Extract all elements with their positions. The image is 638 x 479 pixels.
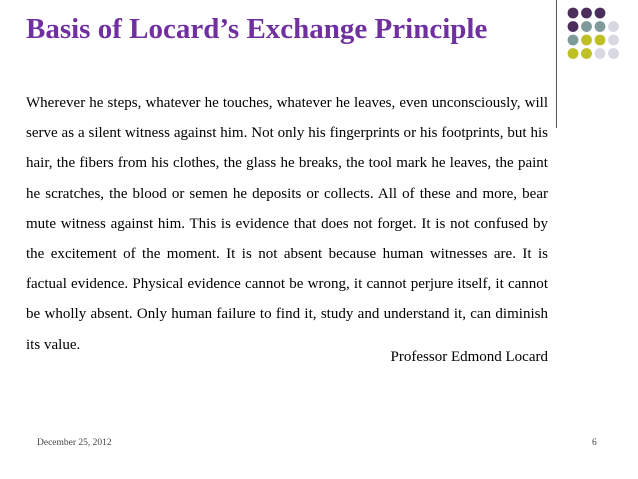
quote-attribution: Professor Edmond Locard (390, 349, 548, 365)
decorative-dot (595, 8, 606, 19)
quote-body (26, 88, 548, 360)
decorative-dot (581, 21, 592, 32)
slide-title: Basis of Locard’s Exchange Principle (26, 13, 488, 45)
decorative-dot (568, 35, 579, 46)
decorative-dot (581, 8, 592, 19)
decorative-dot (568, 48, 579, 59)
footer-date: December 25, 2012 (37, 438, 112, 448)
decorative-dot-grid (566, 7, 636, 97)
decorative-dot (568, 8, 579, 19)
decorative-dot (595, 21, 606, 32)
decorative-dot (608, 48, 619, 59)
footer-page-number: 6 (592, 438, 597, 448)
decorative-dot (595, 48, 606, 59)
decorative-dot (608, 21, 619, 32)
title-divider-line (556, 0, 557, 128)
decorative-dot (568, 21, 579, 32)
decorative-dot (581, 48, 592, 59)
decorative-dot (608, 35, 619, 46)
decorative-dot (581, 35, 592, 46)
quote-paragraph: Wherever he steps, whatever he touches, whatever he leaves, even unconsciously, will serve as a silent witness against him. Not only his fingerprints or his footprints, but his hair, the fibers from his clothes, the glass he breaks, the tool mark he leaves, the paint he scratches, the blood or semen he deposits or collects. All of these and more, bear mute witness against him. This is evidence that does not forget. It is not confused by the excitement of the moment. It is not absent because human witnesses are. It is factual evidence. Physical evidence cannot be wrong, it cannot perjure itself, it cannot be wholly absent. Only human failure to find it, study and understand it, can diminish its value. (26, 95, 548, 353)
decorative-dot (595, 35, 606, 46)
